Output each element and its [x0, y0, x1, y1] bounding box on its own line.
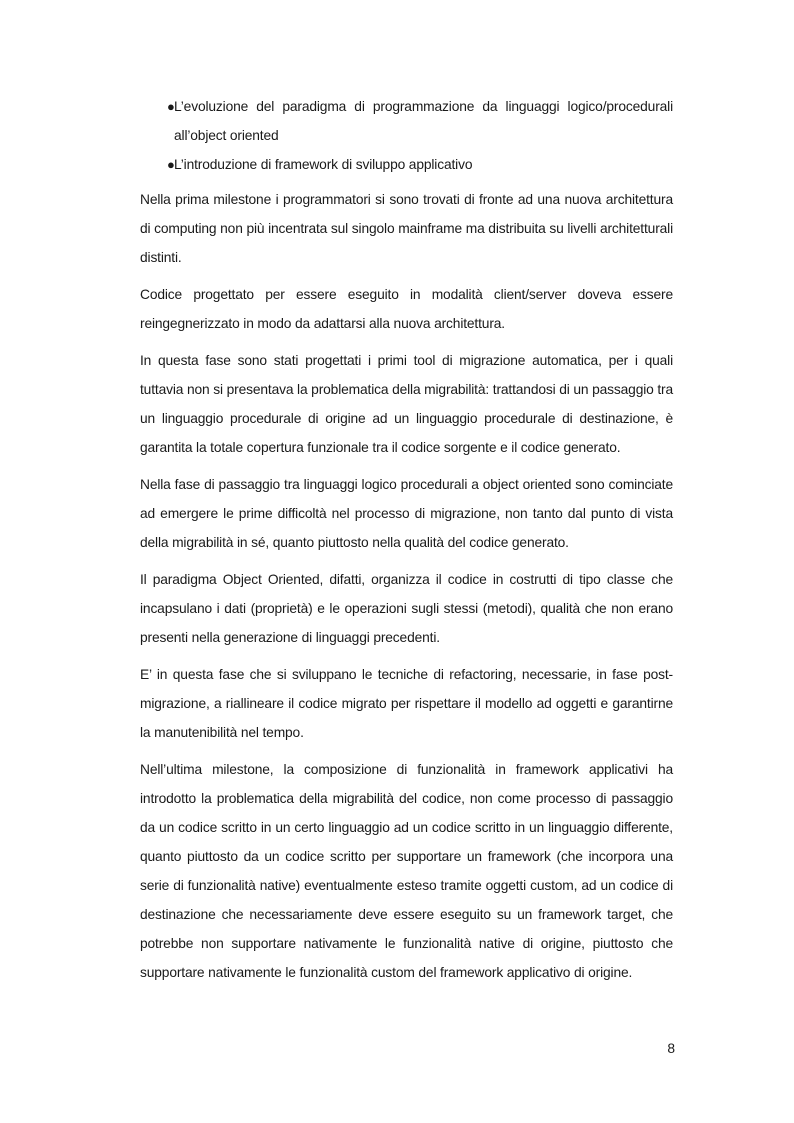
bullet-item: ● L’evoluzione del paradigma di programmazione da linguaggi logico/procedurali all’object oriented: [167, 99, 673, 143]
bullet-item: ● L’introduzione di framework di sviluppo applicativo: [167, 157, 473, 172]
bullet-list: [140, 92, 673, 179]
bullet-text: L’introduzione di framework di sviluppo applicativo: [174, 157, 473, 172]
paragraph: Il paradigma Object Oriented, difatti, organizza il codice in costrutti di tipo classe che incapsulano i dati (proprietà) e le operazioni sugli stessi (metodi), qualità che non erano presenti nella generazione di linguaggi precedenti.: [140, 572, 673, 645]
paragraph: E’ in questa fase che si sviluppano le tecniche di refactoring, necessarie, in fase post-migrazione, a riallineare il codice migrato per rispettare il modello ad oggetti e garantirne la manutenibilità nel tempo.: [140, 667, 673, 740]
bullet-text: L’evoluzione del paradigma di programmazione da linguaggi logico/procedurali all’object oriented: [174, 99, 673, 143]
paragraph: Nella prima milestone i programmatori si sono trovati di fronte ad una nuova architettura di computing non più incentrata sul singolo mainframe ma distribuita su livelli architetturali distinti.: [140, 192, 673, 265]
page-body: [140, 92, 673, 995]
paragraph: Nella fase di passaggio tra linguaggi logico procedurali a object oriented sono cominciate ad emergere le prime difficoltà nel processo di migrazione, non tanto dal punto di vista della migrabilità in sé, quanto piuttosto nella qualità del codice generato.: [140, 477, 673, 550]
page-number: 8: [667, 1041, 675, 1056]
paragraph: Nell’ultima milestone, la composizione di funzionalità in framework applicativi ha introdotto la problematica della migrabilità del codice, non come processo di passaggio da un codice scritto in un certo linguaggio ad un codice scritto in un linguaggio differente, quanto piuttosto da un codice scritto per supportare un framework (che incorpora una serie di funzionalità native) eventualmente esteso tramite oggetti custom, ad un codice di destinazione che necessariamente deve essere eseguito su un framework target, che potrebbe non supportare nativamente le funzionalità native di origine, piuttosto che supportare nativamente le funzionalità custom del framework applicativo di origine.: [140, 762, 673, 980]
paragraph: Codice progettato per essere eseguito in modalità client/server doveva essere reingegnerizzato in modo da adattarsi alla nuova architettura.: [140, 287, 673, 331]
paragraph: In questa fase sono stati progettati i primi tool di migrazione automatica, per i quali tuttavia non si presentava la problematica della migrabilità: trattandosi di un passaggio tra un linguaggio procedurale di origine ad un linguaggio procedurale di destinazione, è garantita la totale copertura funzionale tra il codice sorgente e il codice generato.: [140, 353, 673, 455]
